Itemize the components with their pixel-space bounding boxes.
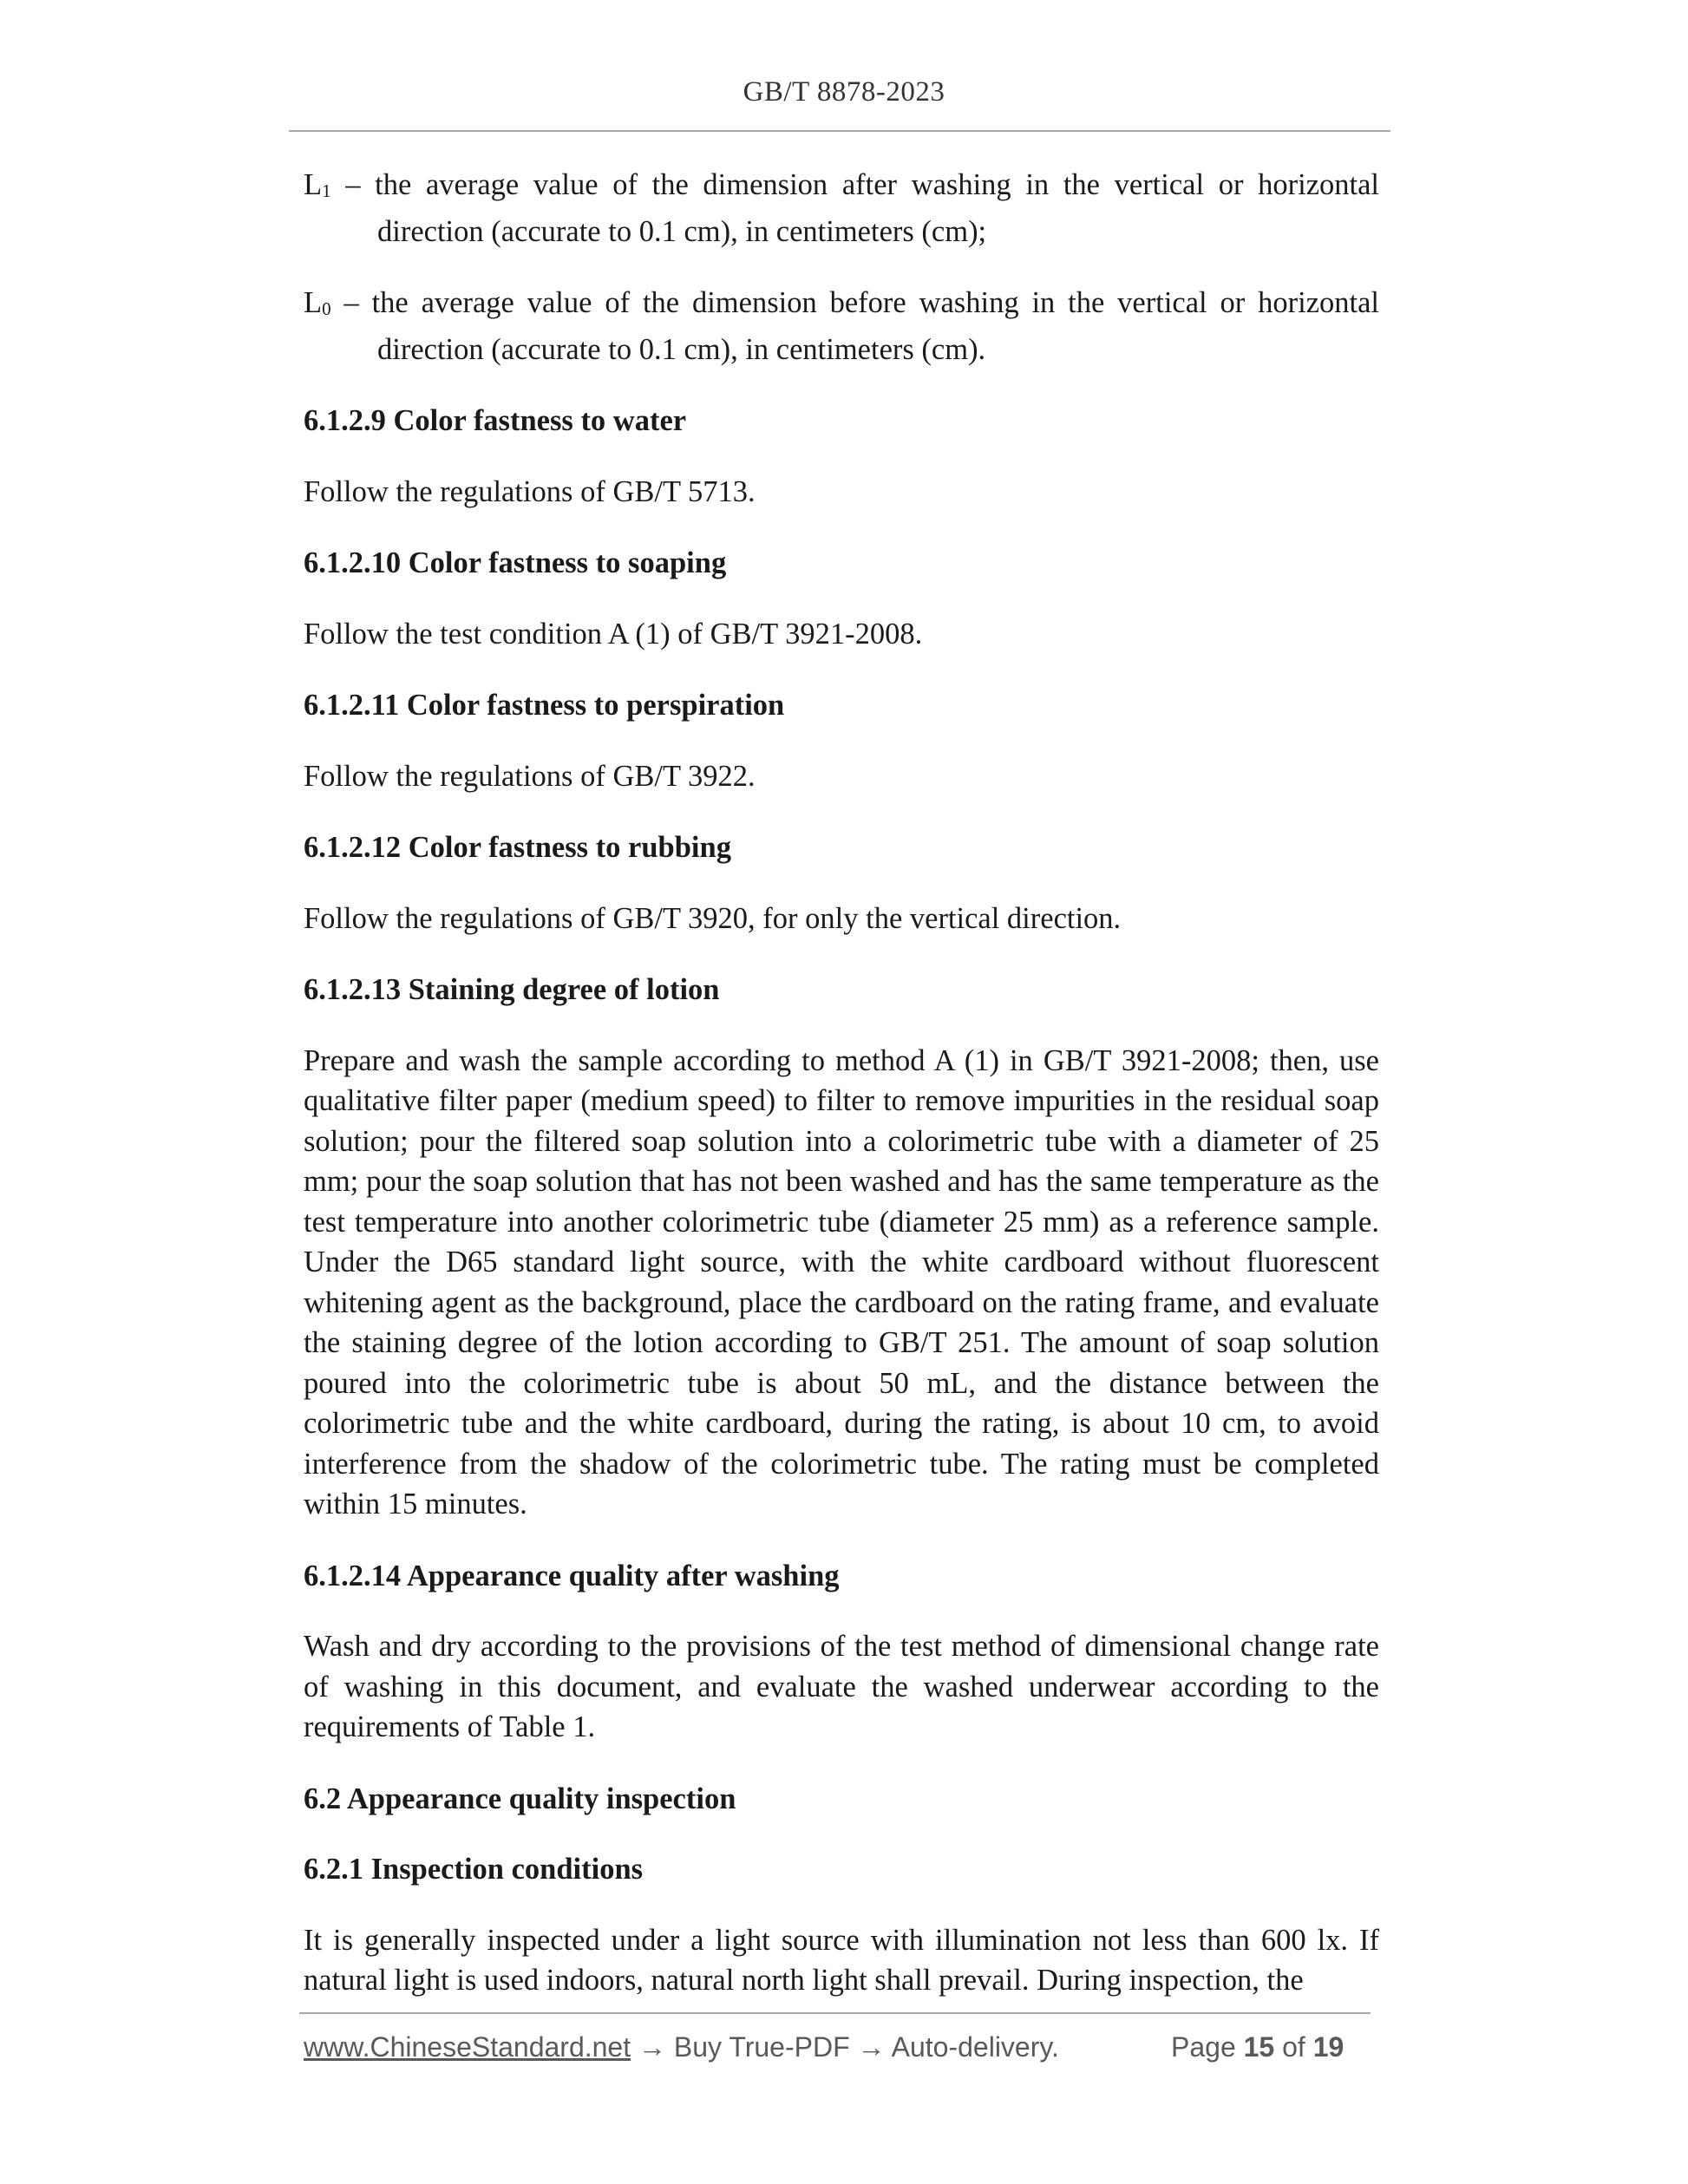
section-body-6-1-2-13: Prepare and wash the sample according to method A (1) in GB/T 3921-2008; then, use qualitative filter paper (medium speed) to filter to remove impurities in the residual soap solution; pour the filtered soap solution into a colorimetric tube with a diameter of 25 mm; pour the soap solution that has not been washed and has the same temperature as the test temperature into another colorimetric tube (diameter 25 mm) as a reference sample. Under the D65 standard light source, with the white cardboard without fluorescent whitening agent as the background, place the cardboard on the rating frame, and evaluate the staining degree of the lotion according to GB/T 251. The amount of soap solution poured into the colorimetric tube is about 50 mL, and the distance between the colorimetric tube and the white cardboard, during the rating, is about 10 cm, to avoid interference from the shadow of the colorimetric tube. The rating must be completed within 15 minutes.	[304, 1043, 1379, 1520]
page-current-number: 15	[1243, 2031, 1275, 2063]
section-heading-6-1-2-13: 6.1.2.13 Staining degree of lotion	[304, 973, 720, 1006]
section-body-6-1-2-14: Wash and dry according to the provisions of the test method of dimensional change rate of washing in this document, and evaluate the washed underwear according to the requirements of Table 1.	[304, 1630, 1379, 1743]
section-body-6-1-2-10: Follow the test condition A (1) of GB/T 3921-2008.	[304, 617, 923, 651]
arrow-right-icon: →	[857, 2031, 886, 2063]
definition-symbol: $L_0$	[304, 286, 331, 319]
auto-delivery-text: Auto-delivery.	[891, 2031, 1059, 2063]
section-heading-6-1-2-9: 6.1.2.9 Color fastness to water	[304, 404, 687, 437]
section-heading-6-1-2-14: 6.1.2.14 Appearance quality after washing	[304, 1559, 840, 1592]
footer-divider	[299, 2012, 1371, 2014]
buy-true-pdf-text: Buy True-PDF	[673, 2031, 850, 2063]
section-heading-6-1-2-11: 6.1.2.11 Color fastness to perspiration	[304, 689, 785, 722]
definition-text: – the average value of the dimension after washing in the vertical or horizontal direction (accurate to 0.1 cm), in centimeters (cm);	[330, 168, 1379, 248]
of-label: of	[1282, 2031, 1305, 2063]
definition-l1	[304, 165, 1379, 252]
chinesestandard-link[interactable]: www.ChineseStandard.net	[304, 2031, 631, 2063]
section-heading-6-1-2-12: 6.1.2.12 Color fastness to rubbing	[304, 831, 731, 864]
section-heading-6-2: 6.2 Appearance quality inspection	[304, 1782, 736, 1815]
page-label: Page	[1171, 2031, 1236, 2063]
document-id-header: GB/T 8878-2023	[743, 76, 945, 108]
section-body-6-1-2-9: Follow the regulations of GB/T 5713.	[304, 474, 756, 508]
definition-l0	[304, 283, 1379, 369]
definition-symbol: $L_1$	[304, 168, 331, 201]
arrow-right-icon: →	[638, 2031, 666, 2063]
page-content	[304, 165, 1379, 2032]
definition-text: – the average value of the dimension before washing in the vertical or horizontal direction (accurate to 0.1 cm), in centimeters (cm).	[330, 286, 1379, 366]
section-body-6-1-2-12: Follow the regulations of GB/T 3920, for only the vertical direction.	[304, 901, 1122, 935]
header-divider	[289, 130, 1390, 132]
page-footer	[304, 2031, 1371, 2063]
section-heading-6-2-1: 6.2.1 Inspection conditions	[304, 1853, 644, 1886]
page-indicator	[1171, 2031, 1344, 2063]
section-heading-6-1-2-10: 6.1.2.10 Color fastness to soaping	[304, 546, 727, 579]
section-body-6-2-1: It is generally inspected under a light source with illumination not less than 600 lx. If natural light is used indoors, natural north light shall prevail. During inspection, the	[304, 1923, 1379, 1997]
section-body-6-1-2-11: Follow the regulations of GB/T 3922.	[304, 759, 756, 793]
page-total-number: 19	[1312, 2031, 1345, 2063]
